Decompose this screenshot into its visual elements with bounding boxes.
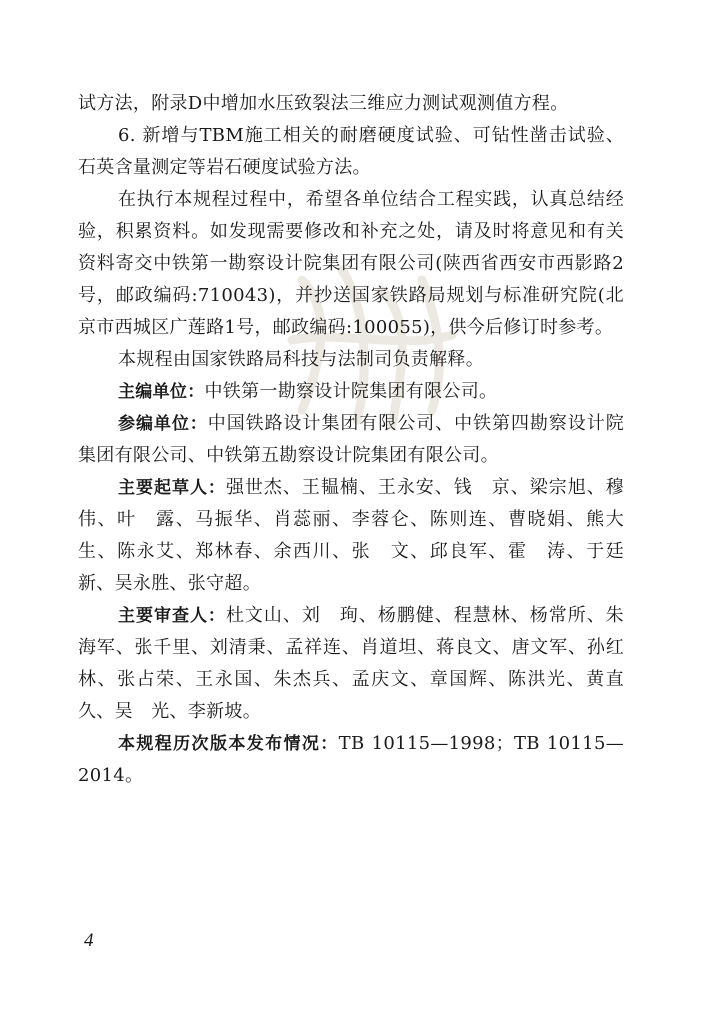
chief-editor-unit (78, 376, 624, 408)
drafters-text: 强世杰、王韫楠、王永安、钱 京、梁宗旭、穆 伟、叶 露、马振华、肖蕊丽、李蓉仑、陈则连、曹晓娟、熊大生、陈永艾、郑林春、余西川、张 文、邱良军、霍 涛、于廷新、吴永胜、张守超。 (78, 477, 643, 594)
version-history (78, 728, 624, 792)
reviewers-label: 主要审查人： (118, 606, 226, 626)
chief-editor-text: 中铁第一勘察设计院集团有限公司。 (204, 381, 498, 402)
history-label: 本规程历次版本发布情况： (118, 734, 339, 754)
history-text: TB 10115—1998；TB 10115—2014。 (78, 733, 624, 786)
paragraph-tbm-tests: 6. 新增与TBM施工相关的耐磨硬度试验、可钻性凿击试验、石英含量测定等岩石硬度试验方法。 (78, 125, 624, 178)
participating-units (78, 408, 624, 472)
main-drafters (78, 472, 643, 600)
participating-label: 参编单位： (118, 414, 208, 434)
paragraph-test-methods-appendix: 试方法，附录D中增加水压致裂法三维应力测试观测值方程。 (78, 93, 569, 114)
reviewers-text: 杜文山、刘 珣、杨鹏健、程慧林、杨常所、朱海军、张千里、刘清秉、孟祥连、肖道坦、蒋良文、唐文军、孙红林、张占荣、王永国、朱杰兵、孟庆文、章国辉、陈洪光、黄直久、吴 光、李新坡。 (78, 605, 624, 722)
page-number: 4 (84, 930, 94, 951)
chief-editor-label: 主编单位： (118, 382, 205, 402)
paragraph-interpretation: 本规程由国家铁路局科技与法制司负责解释。 (118, 349, 484, 370)
document-body (78, 88, 643, 792)
participating-text: 中国铁路设计集团有限公司、中铁第四勘察设计院集团有限公司、中铁第五勘察设计院集团有限公司。 (78, 413, 624, 466)
paragraph-feedback-request: 在执行本规程过程中，希望各单位结合工程实践，认真总结经验，积累资料。如发现需要修改和补充之处，请及时将意见和有关资料寄交中铁第一勘察设计院集团有限公司(陕西省西安市西影路2号，邮政编码:710043)，并抄送国家铁路局规划与标准研究院(北京市西城区广莲路1号，邮政编码:100055)，供今后修订时参考。 (78, 189, 624, 338)
main-reviewers (78, 600, 624, 728)
drafters-label: 主要起草人： (118, 478, 226, 498)
